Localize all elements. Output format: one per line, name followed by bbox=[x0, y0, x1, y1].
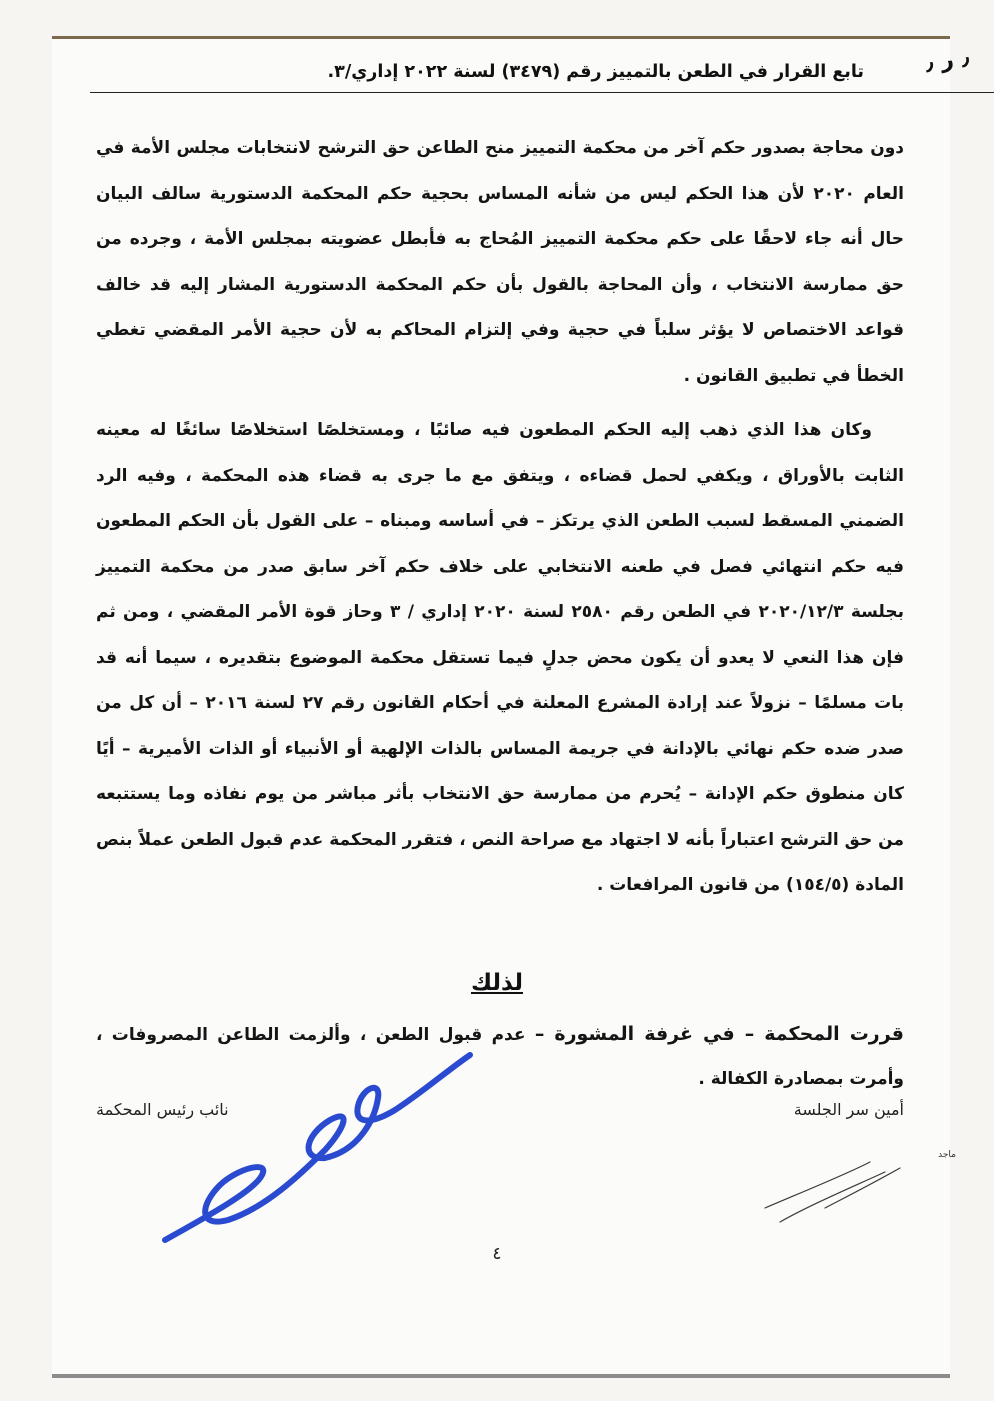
paragraph-1: دون محاجة بصدور حكم آخر من محكمة التمييز منح الطاعن حق الترشح لانتخابات مجلس الأمة في العام ٢٠٢٠ لأن هذا الحكم ليس من شأنه المساس بحجية حكم المحكمة الدستورية سالف البيان حال أنه جاء لاحقًا على حكم محكمة التمييز المُحاج به فأبطل عضويته بمجلس الأمة ، وجرده من حق ممارسة الانتخاب ، وأن المحاجة بالقول بأن حكم المحكمة الدستورية المشار إليه قد خالف قواعد الاختصاص لا يؤثر سلباً في حجية وفي إلتزام المحاكم به لأن حجية الأمر المقضي تغطي الخطأ في تطبيق القانون . bbox=[96, 138, 904, 386]
page-header-title: تابع القرار في الطعن بالتمييز رقم (٣٤٧٩) لسنة ٢٠٢٢ إداري/٣. bbox=[327, 62, 864, 82]
paragraph-2: وكان هذا الذي ذهب إليه الحكم المطعون فيه صائبًا ، ومستخلصًا استخلاصًا سائغًا له معينه الثابت بالأوراق ، ويكفي لحمل قضاءه ، ويتفق مع ما جرى به قضاء هذه المحكمة ، وفيه الرد الضمني المسقط لسبب الطعن الذي يرتكز – في أساسه ومبناه – على القول بأن الحكم المطعون فيه حكم انتهائي فصل في طعنه الانتخابي على خلاف حكم آخر سابق صدر من محكمة التمييز بجلسة ٢٠٢٠/١٢/٣ في الطعن رقم ٢٥٨٠ لسنة ٢٠٢٠ إداري / ٣ وحاز قوة الأمر المقضي ، ومن ثم فإن هذا النعي لا يعدو أن يكون محض جدلٍ فيما تستقل محكمة الموضوع بتقديره ، سيما أنه قد بات مسلمًا – نزولاً عند إرادة المشرع المعلنة في أحكام القانون رقم ٢٧ لسنة ٢٠١٦ – أن كل من صدر ضده حكم نهائي بالإدانة في جريمة المساس بالذات الإلهية أو الأنبياء أو الذات الأميرية – أيًا كان منطوق حكم الإدانة – يُحرم من ممارسة حق الانتخاب بأثر مباشر من يوم نفاذه وما يستتبعه من حق الترشح اعتباراً بأنه لا اجتهاد مع صراحة النص ، فتقرر المحكمة عدم قبول الطعن عملاً بنص المادة (١٥٤/٥) من قانون المرافعات . bbox=[96, 420, 905, 895]
signature-secretary-label: أمين سر الجلسة bbox=[793, 1100, 904, 1119]
decision-lead: قررت المحكمة – في غرفة المشورة – bbox=[534, 1023, 904, 1045]
signature-right-ink bbox=[765, 1162, 900, 1222]
small-initials: ماجد bbox=[938, 1150, 956, 1160]
corner-handwritten-mark: ٫ ر ٫ bbox=[923, 45, 971, 76]
signature-left-ink bbox=[165, 1055, 470, 1240]
conclusion-heading: لذلك bbox=[471, 970, 523, 996]
page-number: ٤ bbox=[492, 1244, 502, 1264]
decision-rest: عدم قبول الطعن ، وألزمت الطاعن المصروفات ، وأمرت بمصادرة الكفالة . bbox=[96, 1025, 904, 1089]
signature-vice-president-label: نائب رئيس المحكمة bbox=[96, 1100, 229, 1119]
